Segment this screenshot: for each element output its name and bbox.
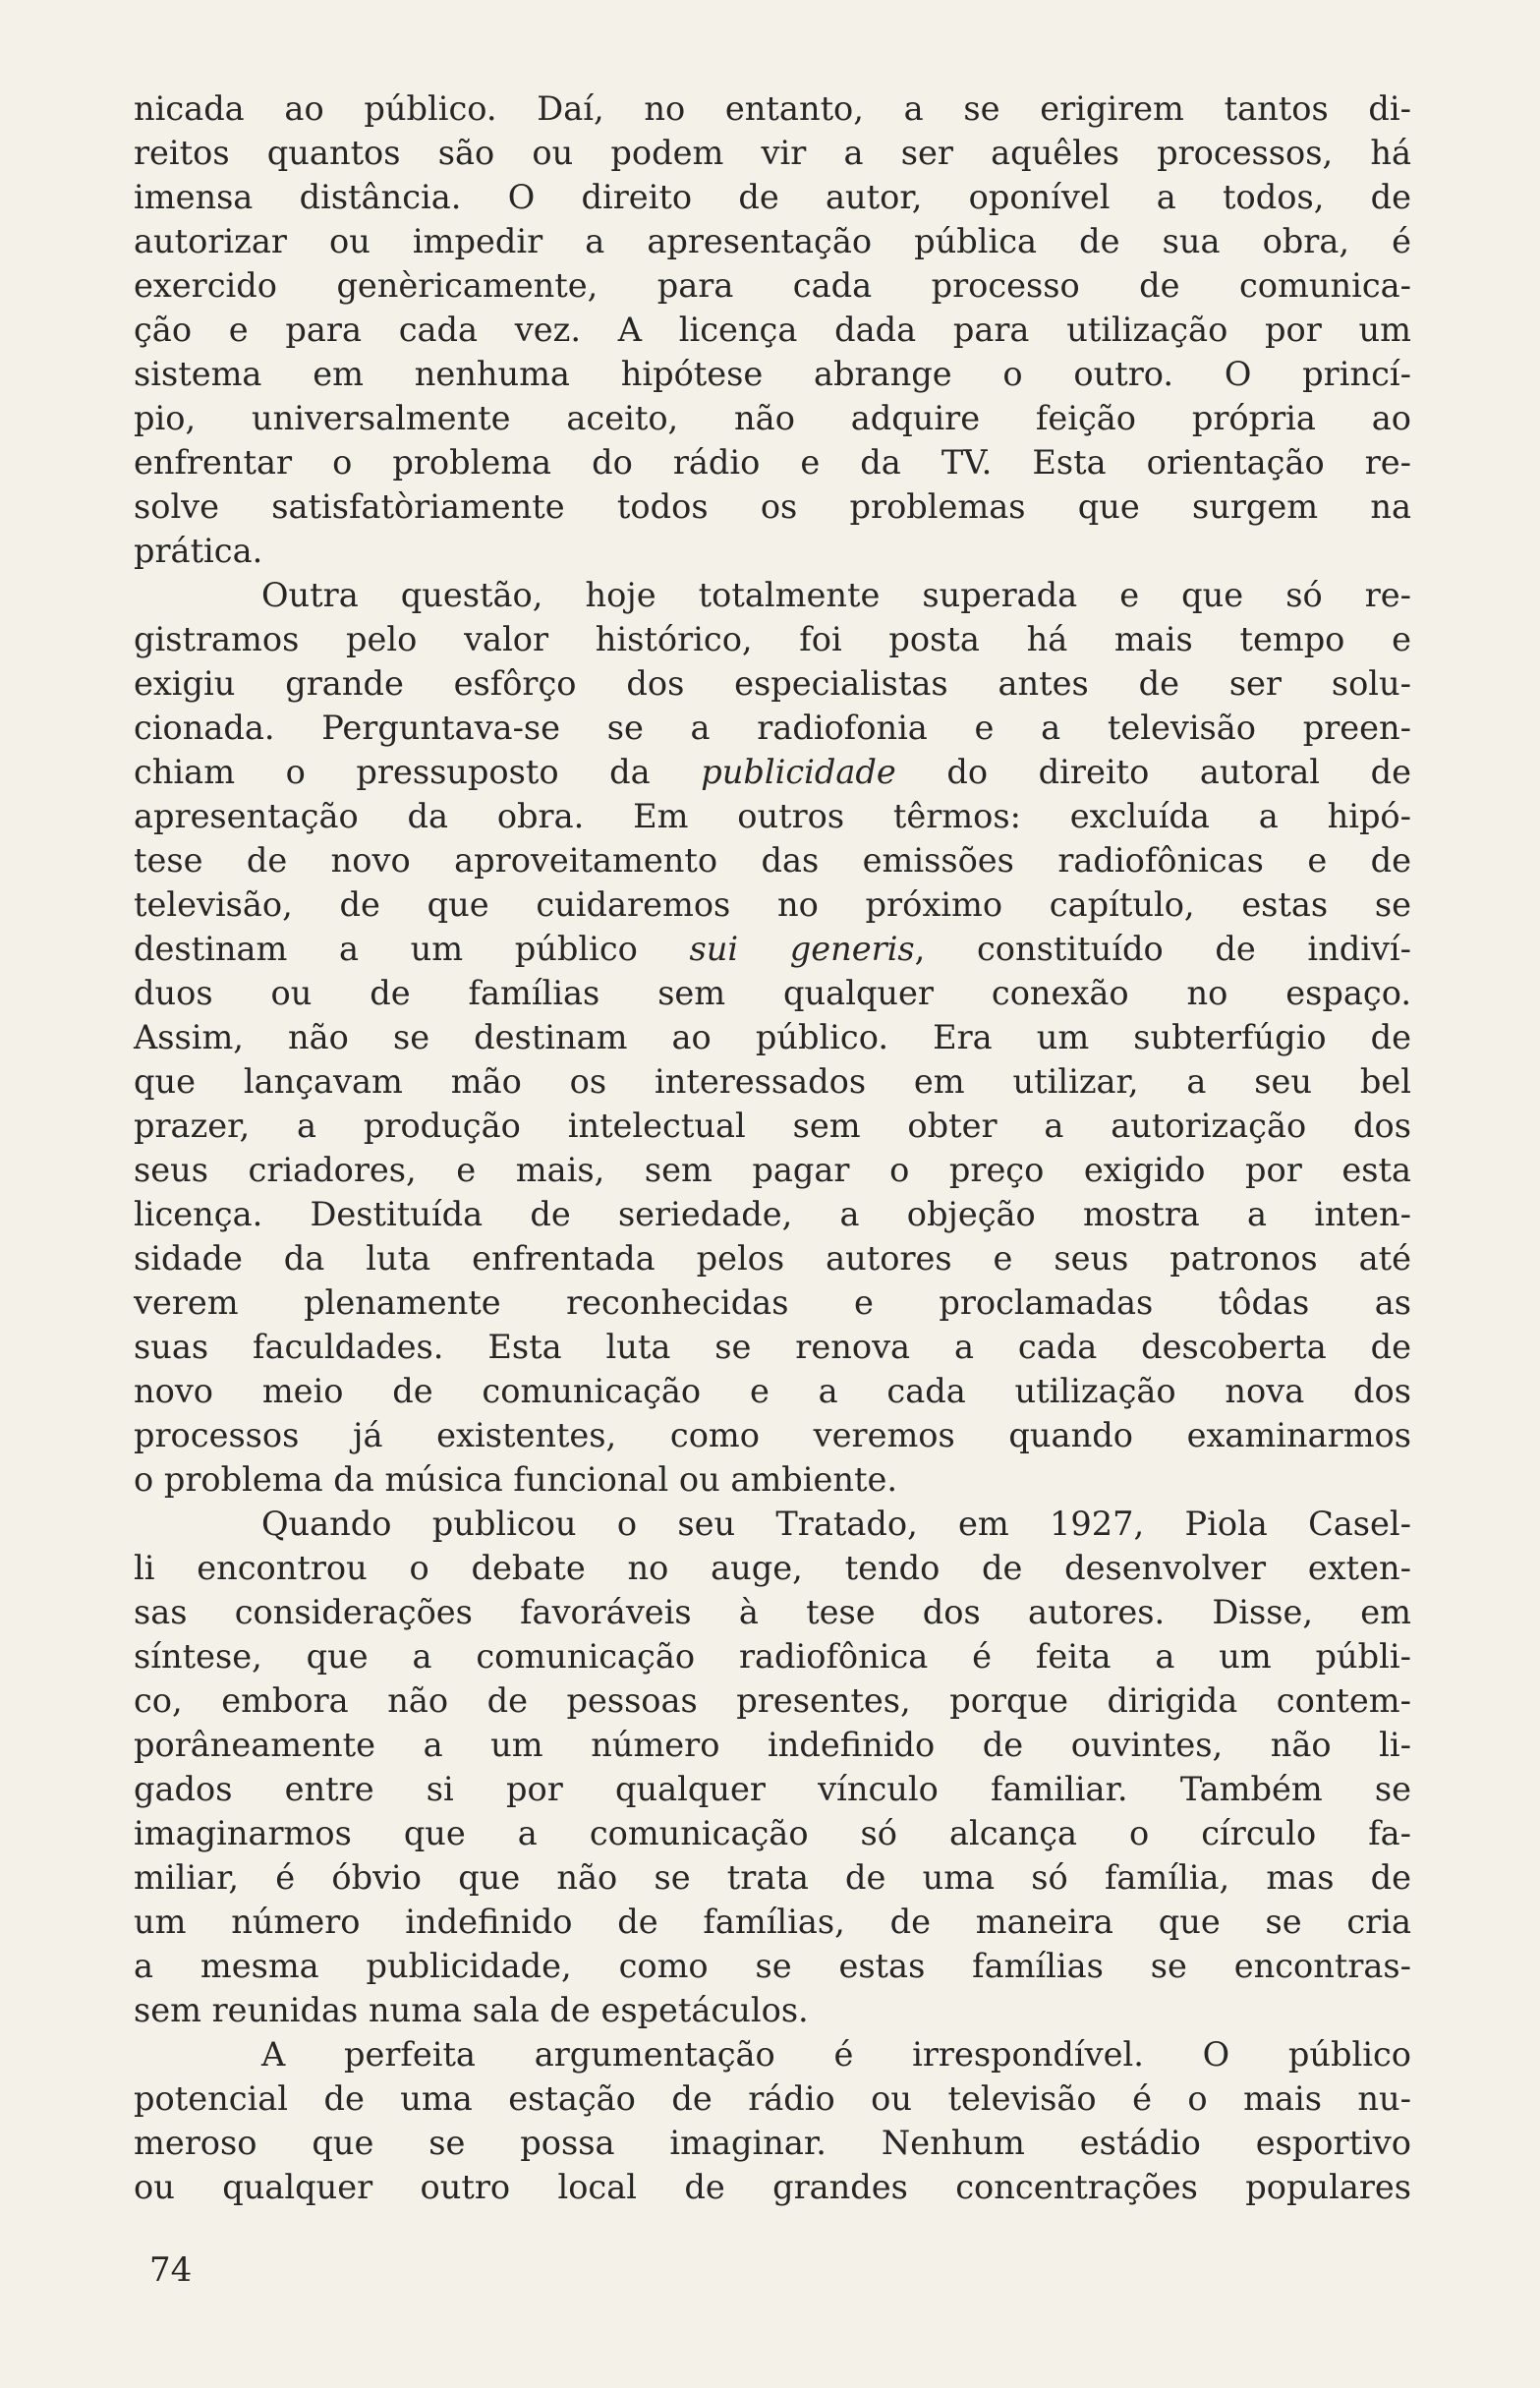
text-line: Outra questão, hoje totalmente superada e que só re-	[261, 576, 1411, 614]
text-line: gistramos pelo valor histórico, foi posta há mais tempo e	[134, 620, 1411, 658]
text-line: ção e para cada vez. A licença dada para utilização por um	[134, 311, 1411, 349]
text-line: apresentação da obra. Em outros têrmos: excluída a hipó-	[134, 797, 1411, 835]
text-line: seus criadores, e mais, sem pagar o preço exigido por esta	[134, 1151, 1411, 1189]
text-line: exigiu grande esfôrço dos especialistas antes de ser solu-	[134, 664, 1411, 703]
page-number: 74	[149, 2250, 193, 2290]
text-line: prática.	[134, 532, 263, 570]
text-line: sidade da luta enfrentada pelos autores e seus patronos até	[134, 1239, 1411, 1278]
text-line: porâneamente a um número indefinido de ouvintes, não li-	[134, 1726, 1411, 1764]
text-line: um número indefinido de famílias, de maneira que se cria	[134, 1903, 1411, 1941]
paragraph	[134, 573, 1411, 1502]
text-line: A perfeita argumentação é irrespondível. O público	[261, 2035, 1411, 2074]
text-line: televisão, de que cuidaremos no próximo capítulo, estas se	[134, 885, 1411, 924]
text-line: sistema em nenhuma hipótese abrange o outro. O princí-	[134, 355, 1411, 393]
text-line: gados entre si por qualquer vínculo familiar. Também se	[134, 1770, 1411, 1808]
text-line: co, embora não de pessoas presentes, porque dirigida contem-	[134, 1681, 1411, 1720]
text-line: solve satisfatòriamente todos os problemas que surgem na	[134, 487, 1411, 526]
text-line: cionada. Perguntava-se se a radiofonia e a televisão preen-	[134, 709, 1411, 747]
text-line: duos ou de famílias sem qualquer conexão no espaço.	[134, 974, 1411, 1012]
text-line: miliar, é óbvio que não se trata de uma só família, mas de	[134, 1858, 1411, 1897]
text-line: reitos quantos são ou podem vir a ser aquêles processos, há	[134, 134, 1411, 172]
text-line: exercido genèricamente, para cada processo de comunica-	[134, 266, 1411, 305]
text-line: meroso que se possa imaginar. Nenhum estádio esportivo	[134, 2124, 1411, 2162]
text-line: processos já existentes, como veremos quando examinarmos	[134, 1416, 1411, 1454]
text-line: sas considerações favoráveis à tese dos autores. Disse, em	[134, 1593, 1411, 1631]
text-line: licença. Destituída de seriedade, a objeção mostra a inten-	[134, 1195, 1411, 1233]
text-line: chiam o pressuposto da publicidade do direito autoral de	[134, 753, 1411, 791]
text-line: Quando publicou o seu Tratado, em 1927, Piola Casel-	[261, 1505, 1411, 1543]
text-line: Assim, não se destinam ao público. Era um subterfúgio de	[134, 1018, 1411, 1056]
text-line: que lançavam mão os interessados em utilizar, a seu bel	[134, 1062, 1411, 1101]
text-line: prazer, a produção intelectual sem obter a autorização dos	[134, 1107, 1411, 1145]
text-line: imensa distância. O direito de autor, oponível a todos, de	[134, 178, 1411, 216]
text-line: autorizar ou impedir a apresentação pública de sua obra, é	[134, 222, 1411, 260]
text-line: pio, universalmente aceito, não adquire feição própria ao	[134, 399, 1411, 437]
paragraph	[134, 1502, 1411, 2032]
text-line: novo meio de comunicação e a cada utilização nova dos	[134, 1372, 1411, 1410]
text-line: sem reunidas numa sala de espetáculos.	[134, 1991, 809, 2029]
emphasis: publicidade	[701, 753, 896, 791]
paragraph	[134, 86, 1411, 573]
text-line: o problema da música funcional ou ambiente.	[134, 1460, 898, 1499]
text-line: imaginarmos que a comunicação só alcança o círculo fa-	[134, 1814, 1411, 1852]
text-line: suas faculdades. Esta luta se renova a cada descoberta de	[134, 1328, 1411, 1366]
emphasis: sui generis	[689, 930, 915, 968]
body-text	[134, 86, 1411, 2209]
text-line: síntese, que a comunicação radiofônica é feita a um públi-	[134, 1637, 1411, 1676]
text-line: ou qualquer outro local de grandes concentrações populares	[134, 2168, 1411, 2206]
text-line: tese de novo aproveitamento das emissões radiofônicas e de	[134, 841, 1411, 880]
text-line: potencial de uma estação de rádio ou televisão é o mais nu-	[134, 2079, 1411, 2118]
paragraph	[134, 2032, 1411, 2209]
text-line: li encontrou o debate no auge, tendo de desenvolver exten-	[134, 1549, 1411, 1587]
text-line: nicada ao público. Daí, no entanto, a se erigirem tantos di-	[134, 89, 1411, 128]
text-line: destinam a um público sui generis, constituído de indiví-	[134, 930, 1412, 968]
text-line: a mesma publicidade, como se estas famílias se encontras-	[134, 1947, 1411, 1985]
text-line: enfrentar o problema do rádio e da TV. Esta orientação re-	[134, 443, 1411, 482]
text-line: verem plenamente reconhecidas e proclamadas tôdas as	[134, 1283, 1411, 1322]
